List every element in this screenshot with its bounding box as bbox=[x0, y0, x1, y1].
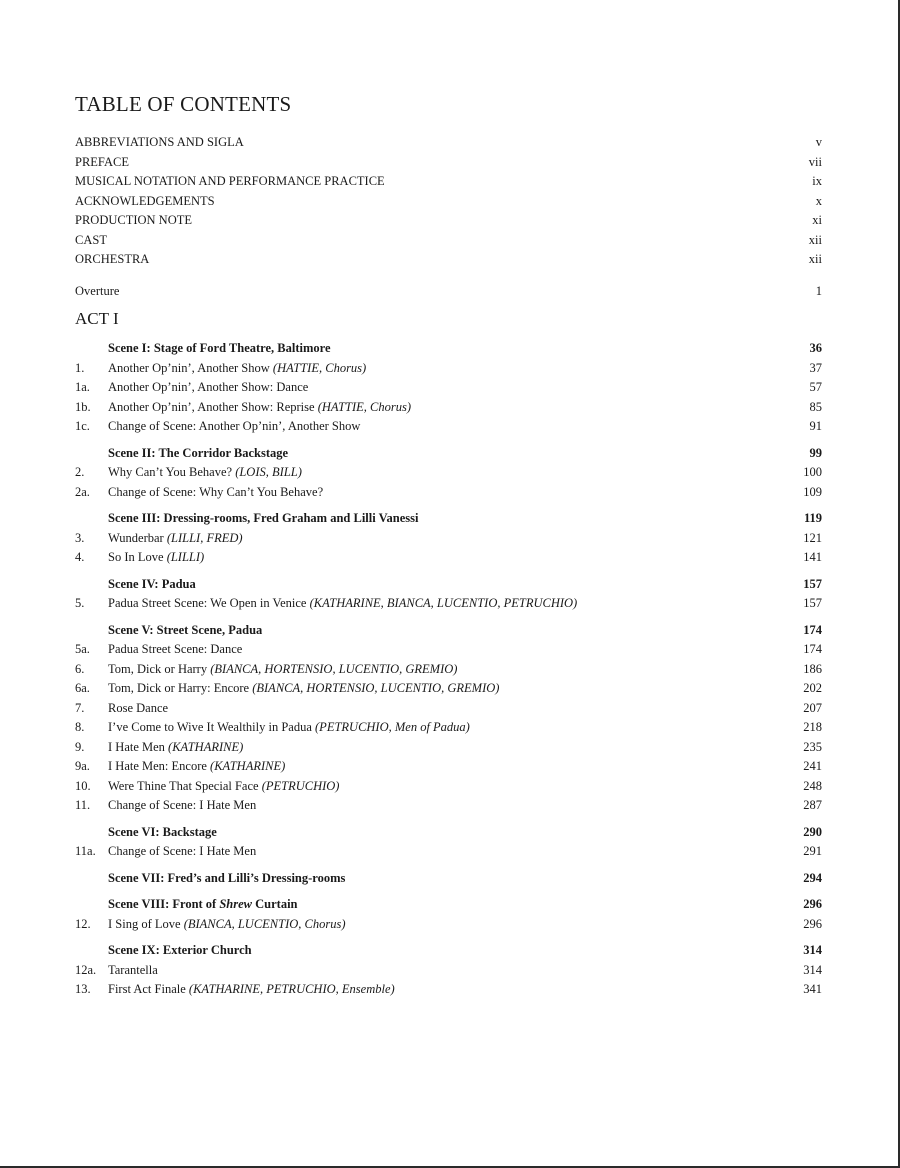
page-title: TABLE OF CONTENTS bbox=[75, 92, 292, 116]
song-number: 11. bbox=[75, 798, 91, 812]
song-title-text: Change of Scene: I Hate Men bbox=[108, 844, 257, 858]
front-matter-label: ABBREVIATIONS AND SIGLA bbox=[75, 135, 244, 149]
scene-entry[interactable] bbox=[75, 509, 822, 529]
song-number: 1c. bbox=[75, 419, 90, 433]
song-title bbox=[108, 359, 792, 379]
scene-title: Scene IV: Padua bbox=[108, 576, 196, 591]
song-entry[interactable] bbox=[75, 679, 822, 699]
song-roles: (HATTIE, Chorus) bbox=[272, 360, 367, 375]
scene-entry[interactable] bbox=[75, 621, 822, 641]
front-matter-label: PRODUCTION NOTE bbox=[75, 213, 193, 227]
scene-title: Scene VI: Backstage bbox=[108, 824, 217, 839]
song-title-text: Change of Scene: Another Op’nin’, Another Show bbox=[108, 419, 361, 433]
song-title-text: Change of Scene: Why Can’t You Behave? bbox=[108, 484, 324, 499]
song-title-text: Were Thine That Special Face bbox=[108, 778, 259, 793]
front-matter-label: ORCHESTRA bbox=[75, 252, 150, 266]
song-number: 1b. bbox=[75, 399, 91, 414]
scene-title bbox=[108, 895, 792, 915]
song-entry[interactable] bbox=[75, 757, 822, 777]
song-number: 9. bbox=[75, 739, 85, 754]
song-number: 8. bbox=[75, 720, 85, 734]
song-number: 4. bbox=[75, 550, 85, 564]
song-title bbox=[108, 398, 792, 418]
front-matter-entry[interactable] bbox=[75, 231, 822, 251]
song-number: 13. bbox=[75, 982, 91, 996]
scene-page: 119 bbox=[803, 511, 822, 525]
song-page: 141 bbox=[803, 550, 822, 564]
scene-entry[interactable] bbox=[75, 339, 822, 359]
scene-page: 36 bbox=[809, 341, 822, 355]
song-number: 5. bbox=[75, 596, 85, 610]
song-entry[interactable] bbox=[75, 483, 822, 503]
front-matter-list bbox=[75, 133, 822, 270]
song-entry[interactable] bbox=[75, 980, 822, 1000]
front-matter-label: MUSICAL NOTATION AND PERFORMANCE PRACTICE bbox=[75, 174, 385, 188]
song-title-text: Another Op’nin’, Another Show: Reprise bbox=[108, 399, 315, 414]
song-number: 1. bbox=[75, 360, 85, 375]
song-title-text: Why Can’t You Behave? bbox=[108, 465, 233, 479]
song-entry[interactable] bbox=[75, 842, 822, 862]
scene-page: 99 bbox=[809, 445, 822, 460]
song-title-text: Rose Dance bbox=[108, 700, 169, 715]
song-title-text: So In Love bbox=[108, 550, 164, 564]
song-entry[interactable] bbox=[75, 529, 822, 549]
scene-page: 290 bbox=[803, 824, 822, 839]
scene-title: Scene III: Dressing-rooms, Fred Graham and Lilli Vanessi bbox=[108, 511, 419, 525]
song-page: 157 bbox=[803, 596, 822, 610]
song-entry[interactable] bbox=[75, 777, 822, 797]
song-entry[interactable] bbox=[75, 718, 822, 738]
song-title bbox=[108, 594, 792, 614]
song-roles: (KATHARINE) bbox=[210, 759, 286, 773]
song-page: 218 bbox=[803, 720, 822, 734]
scene-entry[interactable] bbox=[75, 823, 822, 843]
song-page: 241 bbox=[803, 759, 822, 773]
song-title-text: Another Op’nin’, Another Show bbox=[108, 360, 270, 375]
song-entry[interactable] bbox=[75, 640, 822, 660]
overture-label: Overture bbox=[75, 283, 120, 298]
song-title-text: Tom, Dick or Harry: Encore bbox=[108, 681, 250, 695]
song-entry[interactable] bbox=[75, 796, 822, 816]
song-number: 12a. bbox=[75, 962, 97, 977]
scene-title: Scene I: Stage of Ford Theatre, Baltimore bbox=[108, 341, 331, 355]
song-title bbox=[108, 483, 792, 503]
song-roles: (KATHARINE, BIANCA, LUCENTIO, PETRUCHIO) bbox=[309, 596, 578, 610]
song-page: 287 bbox=[803, 798, 822, 812]
song-title bbox=[108, 640, 792, 660]
song-title bbox=[108, 699, 792, 719]
song-page: 248 bbox=[803, 778, 822, 793]
scene-page: 174 bbox=[803, 622, 822, 637]
song-title-text: Tarantella bbox=[108, 962, 158, 977]
song-title-text: I Sing of Love bbox=[108, 916, 181, 931]
song-title-text: Change of Scene: I Hate Men bbox=[108, 798, 257, 812]
song-page: 341 bbox=[803, 982, 822, 996]
song-entry[interactable] bbox=[75, 961, 822, 981]
song-title bbox=[108, 777, 792, 797]
scene-page: 294 bbox=[803, 870, 822, 885]
song-title bbox=[108, 417, 792, 437]
song-title-text: I Hate Men: Encore bbox=[108, 759, 207, 773]
song-entry[interactable] bbox=[75, 417, 822, 437]
song-roles: (KATHARINE) bbox=[168, 739, 244, 754]
scene-entry[interactable] bbox=[75, 895, 822, 915]
front-matter-page: vii bbox=[808, 154, 822, 169]
scene-title-italic: Shrew bbox=[219, 897, 252, 911]
scene-page: 314 bbox=[803, 943, 822, 957]
song-page: 109 bbox=[803, 484, 822, 499]
song-page: 121 bbox=[803, 530, 822, 545]
song-title bbox=[108, 915, 792, 935]
front-matter-entry[interactable] bbox=[75, 250, 822, 270]
song-title bbox=[108, 961, 792, 981]
song-page: 202 bbox=[803, 681, 822, 695]
front-matter-entry[interactable] bbox=[75, 133, 822, 153]
front-matter-label: PREFACE bbox=[75, 154, 129, 169]
scene-title: Scene IX: Exterior Church bbox=[108, 943, 252, 957]
song-number: 2a. bbox=[75, 484, 90, 499]
song-roles: (KATHARINE, PETRUCHIO, Ensemble) bbox=[188, 982, 395, 996]
scene-entry[interactable] bbox=[75, 444, 822, 464]
song-title bbox=[108, 463, 792, 483]
song-entry[interactable] bbox=[75, 699, 822, 719]
song-roles: (HATTIE, Chorus) bbox=[317, 399, 411, 414]
song-roles: (LOIS, BILL) bbox=[235, 465, 302, 479]
scene-entry[interactable] bbox=[75, 941, 822, 961]
song-roles: (LILLI, FRED) bbox=[166, 530, 243, 545]
song-roles: (BIANCA, HORTENSIO, LUCENTIO, GREMIO) bbox=[210, 661, 458, 676]
front-matter-page: x bbox=[815, 193, 822, 208]
front-matter-entry[interactable] bbox=[75, 192, 822, 212]
scene-page: 157 bbox=[803, 576, 822, 591]
scene-title: Scene VII: Fred’s and Lilli’s Dressing-rooms bbox=[108, 870, 346, 885]
song-title bbox=[108, 718, 792, 738]
song-title bbox=[108, 757, 792, 777]
song-entry[interactable] bbox=[75, 660, 822, 680]
song-entry[interactable] bbox=[75, 738, 822, 758]
song-page: 186 bbox=[803, 661, 822, 676]
act-entries-list bbox=[75, 339, 822, 1000]
song-roles: (BIANCA, HORTENSIO, LUCENTIO, GREMIO) bbox=[252, 681, 500, 695]
song-title bbox=[108, 738, 792, 758]
song-entry[interactable] bbox=[75, 915, 822, 935]
overture-entry[interactable] bbox=[75, 282, 822, 302]
front-matter-label: CAST bbox=[75, 232, 107, 247]
song-title bbox=[108, 679, 792, 699]
song-page: 174 bbox=[803, 642, 822, 656]
song-page: 91 bbox=[809, 419, 822, 433]
song-number: 9a. bbox=[75, 759, 90, 773]
song-title-text: Padua Street Scene: We Open in Venice bbox=[108, 596, 307, 610]
scene-title: Scene V: Street Scene, Padua bbox=[108, 622, 263, 637]
song-entry[interactable] bbox=[75, 548, 822, 568]
front-matter-page: xii bbox=[808, 252, 822, 266]
song-title-text: Padua Street Scene: Dance bbox=[108, 642, 243, 656]
front-matter-label: ACKNOWLEDGEMENTS bbox=[75, 193, 215, 208]
song-number: 7. bbox=[75, 700, 85, 715]
song-number: 6. bbox=[75, 661, 85, 676]
song-page: 100 bbox=[803, 465, 822, 479]
song-title bbox=[108, 796, 792, 816]
song-title-text: Wunderbar bbox=[108, 530, 164, 545]
scene-title: Scene II: The Corridor Backstage bbox=[108, 445, 289, 460]
song-title bbox=[108, 378, 792, 398]
scene-title-part: Scene VIII: Front of bbox=[108, 897, 220, 911]
scene-page: 296 bbox=[803, 897, 822, 911]
song-page: 296 bbox=[803, 916, 822, 931]
front-matter-entry[interactable] bbox=[75, 153, 822, 173]
song-roles: (PETRUCHIO, Men of Padua) bbox=[315, 720, 470, 734]
song-entry[interactable] bbox=[75, 359, 822, 379]
song-number: 12. bbox=[75, 916, 91, 931]
song-page: 235 bbox=[803, 739, 822, 754]
song-entry[interactable] bbox=[75, 398, 822, 418]
song-number: 3. bbox=[75, 530, 85, 545]
scene-title-part: Curtain bbox=[252, 897, 298, 911]
song-number: 11a. bbox=[75, 844, 96, 858]
front-matter-page: v bbox=[815, 135, 822, 149]
song-number: 5a. bbox=[75, 642, 90, 656]
scene-entry[interactable] bbox=[75, 869, 822, 889]
act-heading: ACT I bbox=[75, 309, 119, 328]
song-title bbox=[108, 660, 792, 680]
song-title-text: First Act Finale bbox=[108, 982, 186, 996]
front-matter-entry[interactable] bbox=[75, 172, 822, 192]
song-title bbox=[108, 980, 792, 1000]
song-title-text: I Hate Men bbox=[108, 739, 165, 754]
song-number: 2. bbox=[75, 465, 85, 479]
song-roles: (LILLI) bbox=[166, 550, 205, 564]
front-matter-page: xii bbox=[808, 232, 822, 247]
song-number: 1a. bbox=[75, 380, 90, 394]
song-page: 207 bbox=[803, 700, 822, 715]
song-title-text: Another Op’nin’, Another Show: Dance bbox=[108, 380, 309, 394]
song-title-text: Tom, Dick or Harry bbox=[108, 661, 208, 676]
song-page: 57 bbox=[809, 380, 822, 394]
song-number: 10. bbox=[75, 778, 91, 793]
front-matter-page: xi bbox=[812, 213, 822, 227]
song-page: 314 bbox=[803, 962, 822, 977]
overture-page: 1 bbox=[815, 283, 822, 298]
song-title bbox=[108, 529, 792, 549]
toc-page bbox=[75, 92, 822, 1000]
scene-entry[interactable] bbox=[75, 575, 822, 595]
song-entry[interactable] bbox=[75, 378, 822, 398]
front-matter-page: ix bbox=[812, 174, 822, 188]
song-page: 291 bbox=[803, 844, 822, 858]
song-title bbox=[108, 842, 792, 862]
song-roles: (PETRUCHIO) bbox=[261, 778, 340, 793]
song-title-text: I’ve Come to Wive It Wealthily in Padua bbox=[108, 720, 312, 734]
song-number: 6a. bbox=[75, 681, 90, 695]
song-title bbox=[108, 548, 792, 568]
song-entry[interactable] bbox=[75, 463, 822, 483]
song-page: 37 bbox=[809, 360, 822, 375]
song-roles: (BIANCA, LUCENTIO, Chorus) bbox=[183, 916, 346, 931]
song-entry[interactable] bbox=[75, 594, 822, 614]
front-matter-entry[interactable] bbox=[75, 211, 822, 231]
song-page: 85 bbox=[809, 399, 822, 414]
